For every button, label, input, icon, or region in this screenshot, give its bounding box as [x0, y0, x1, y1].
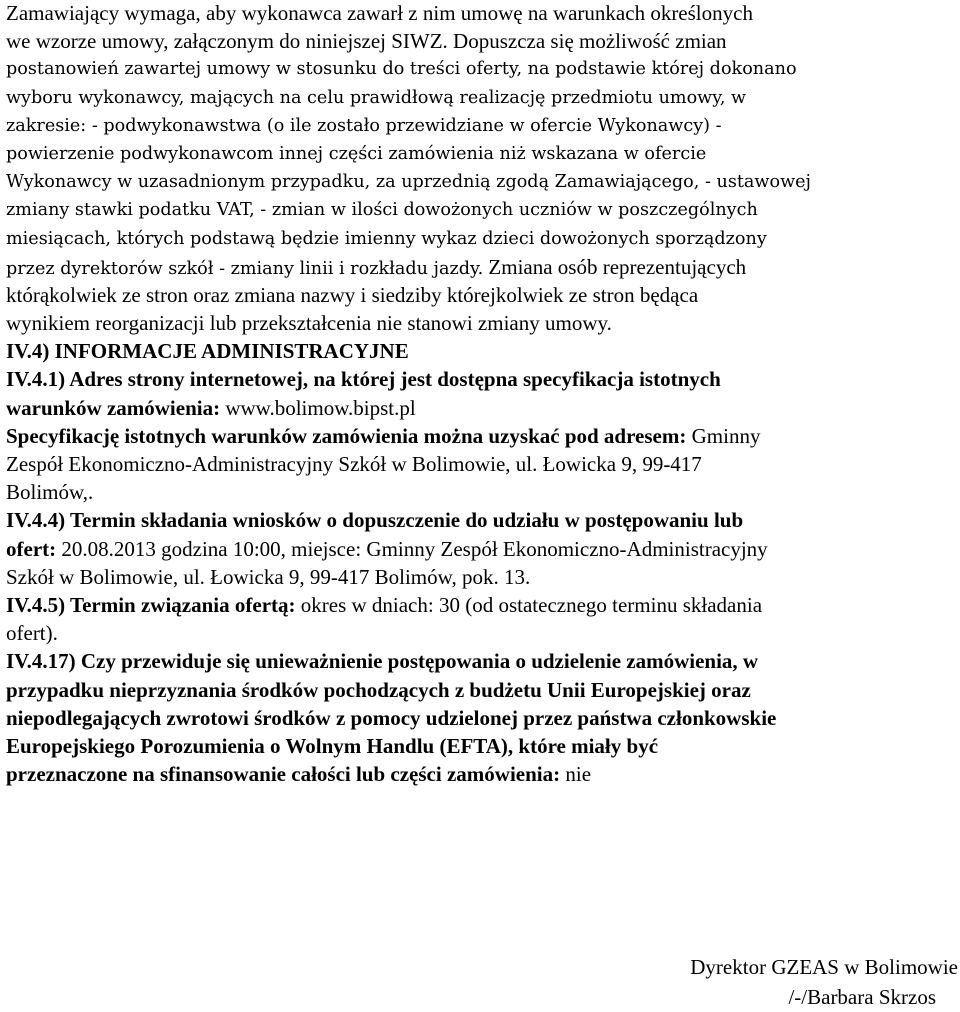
- item-value: okres w dniach: 30 (od ostatecznego terminu składania: [295, 592, 763, 617]
- item-label: Europejskiego Porozumienia o Wolnym Handlu (EFTA), które miały być: [6, 733, 659, 758]
- text-line: Zespół Ekonomiczno-Administracyjny Szkół w Bolimowie, ul. Łowicka 9, 99-417: [6, 452, 702, 476]
- offer-validity-item: [6, 591, 956, 647]
- contract-terms-paragraph: [6, 0, 956, 337]
- text-line: [6, 506, 956, 534]
- signature-block: [598, 952, 958, 1012]
- text-line: [6, 365, 956, 393]
- text-line: [6, 253, 956, 281]
- text-segment: Zmiana osób reprezentujących: [483, 254, 747, 279]
- text-line: [6, 647, 956, 675]
- text-line: [6, 760, 956, 788]
- item-label: przypadku nieprzyznania środków pochodzących z budżetu Unii Europejskiej oraz: [6, 677, 751, 702]
- website-address-item: [6, 365, 956, 421]
- text-line: [6, 704, 956, 732]
- item-label: przeznaczone na sfinansowanie całości lub części zamówienia:: [6, 762, 561, 787]
- submission-deadline-item: [6, 506, 956, 591]
- text-line: powierzenie podwykonawcom innej części zamówienia niż wskazana w ofercie: [6, 143, 707, 164]
- item-value: 20.08.2013 godzina 10:00, miejsce: Gminny Zespół Ekonomiczno-Administracyjny: [56, 536, 768, 561]
- text-line: [6, 394, 956, 422]
- text-line: wynikiem reorganizacji lub przekształcenia nie stanowi zmiany umowy.: [6, 311, 612, 336]
- text-line: Wykonawcy w uzasadnionym przypadku, za uprzednią zgodą Zamawiającego, - ustawowej: [6, 172, 811, 193]
- item-label: ofert:: [6, 536, 57, 561]
- item-label: warunków zamówienia:: [6, 395, 221, 420]
- text-line: [6, 732, 956, 760]
- text-line: we wzorze umowy, załączonym do niniejszej SIWZ. Dopuszcza się możliwość zmian: [6, 29, 727, 54]
- text-line: [6, 591, 956, 619]
- signatory-name: /-/Barbara Skrzos: [788, 985, 936, 1009]
- text-line: miesiącach, których podstawą będzie imienny wykaz dzieci dowożonych sporządzony: [6, 228, 767, 249]
- text-segment: przez dyrektorów szkół - zmiany linii i rozkładu jazdy.: [6, 258, 484, 279]
- text-line: Bolimów,.: [6, 480, 94, 505]
- text-line: [6, 676, 956, 704]
- text-line: ofert).: [6, 621, 58, 646]
- text-line: zmiany stawki podatku VAT, - zmian w ilości dowożonych uczniów w poszczególnych: [6, 200, 758, 221]
- item-label: Specyfikację istotnych warunków zamówienia można uzyskać pod adresem:: [6, 423, 687, 448]
- text-line: Szkół w Bolimowie, ul. Łowicka 9, 99-417 Bolimów, pok. 13.: [6, 564, 531, 589]
- text-line: zakresie: - podwykonawstwa (o ile zostało przewidziane w ofercie Wykonawcy) -: [6, 115, 722, 136]
- text-line: postanowień zawartej umowy w stosunku do treści oferty, na podstawie której dokonano: [6, 59, 797, 80]
- item-label: IV.4.1) Adres strony internetowej, na której jest dostępna specyfikacja istotnych: [6, 367, 721, 392]
- siwz-address-item: [6, 422, 956, 507]
- text-line: którąkolwiek ze stron oraz zmiana nazwy i siedziby którejkolwiek ze stron będąca: [6, 282, 699, 307]
- item-label: IV.4.4) Termin składania wniosków o dopuszczenie do udziału w postępowaniu lub: [6, 508, 744, 533]
- item-label: IV.4.5) Termin związania ofertą:: [6, 592, 296, 617]
- item-label: niepodlegających zwrotowi środków z pomocy udzielonej przez państwa członkowskie: [6, 705, 777, 730]
- text-line: [6, 422, 956, 450]
- text-line: wyboru wykonawcy, mających na celu prawidłową realizację przedmiotu umowy, w: [6, 87, 747, 108]
- document-body: [6, 0, 956, 788]
- text-line: [6, 535, 956, 563]
- text-line: Zamawiający wymaga, aby wykonawca zawarł z nim umowę na warunkach określonych: [6, 1, 753, 25]
- item-value: nie: [560, 762, 592, 787]
- website-url: www.bolimow.bipst.pl: [220, 395, 416, 420]
- section-heading: IV.4) INFORMACJE ADMINISTRACYJNE: [6, 339, 409, 364]
- item-label: IV.4.17) Czy przewiduje się unieważnienie postępowania o udzielenie zamówienia, w: [6, 649, 759, 674]
- annulment-item: [6, 647, 956, 788]
- item-value: Gminny: [686, 423, 761, 448]
- signatory-title: Dyrektor GZEAS w Bolimowie: [690, 955, 958, 979]
